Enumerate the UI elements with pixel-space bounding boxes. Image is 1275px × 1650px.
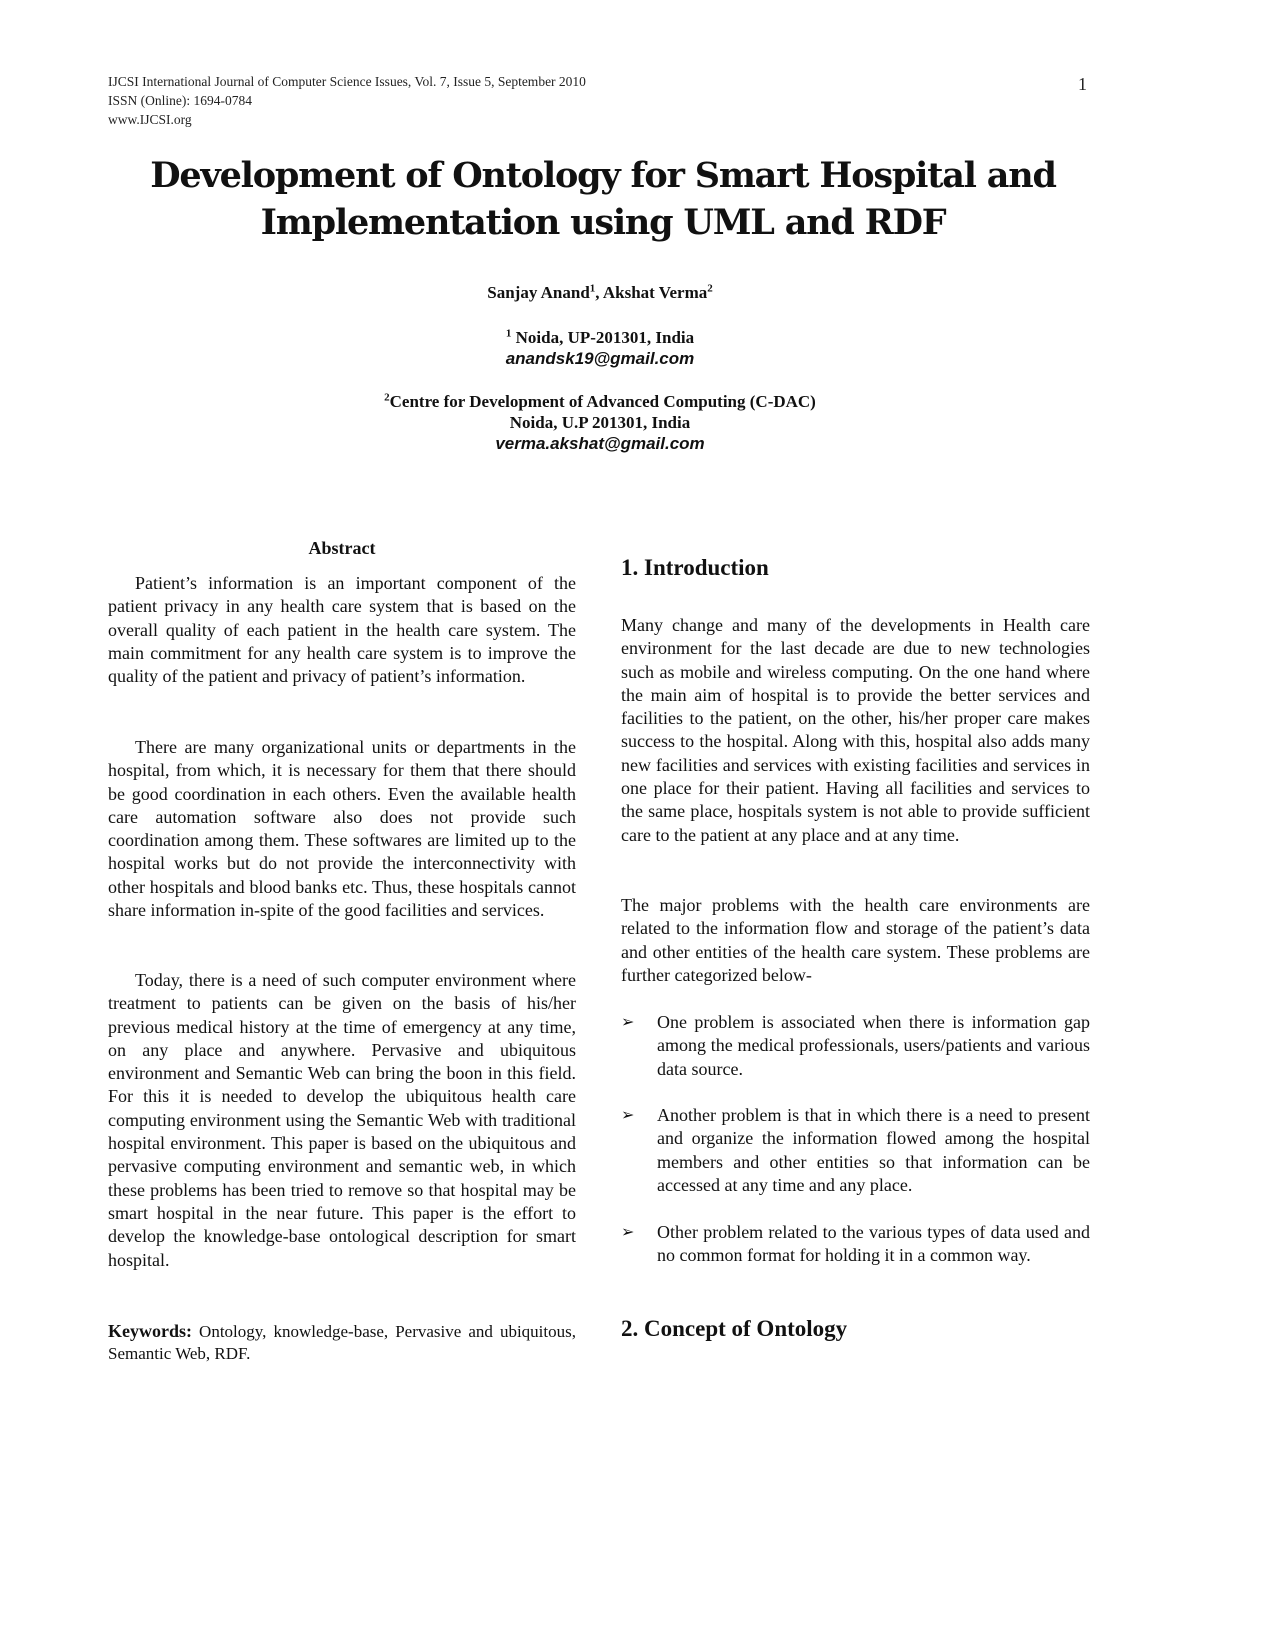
title-line-1: Development of Ontology for Smart Hospital and (150, 155, 1056, 196)
keywords-text: Ontology, knowledge-base, Pervasive and ubiquitous, Semantic Web, RDF. (108, 1322, 576, 1363)
journal-website: www.IJCSI.org (108, 112, 192, 127)
arrowhead-bullet-icon: ➢ (621, 1014, 635, 1031)
journal-name: IJCSI International Journal of Computer Science Issues, Vol. 7, Issue 5, September 2010 (108, 74, 586, 89)
affiliation-organization: Centre for Development of Advanced Computing (C-DAC) (389, 392, 816, 411)
abstract-paragraph: Patient’s information is an important component of the patient privacy in any health care system that is based on the overall quality of each patient in the health care system. The main commitment for any health care system is to improve the quality of the patient and privacy of patient’s information. (108, 573, 576, 687)
author-affiliation-mark: 1 (589, 282, 596, 295)
page-number: 1 (1078, 74, 1087, 94)
affiliation-1 (0, 327, 1200, 369)
paper-title (0, 152, 1206, 246)
problem-list (621, 1011, 1090, 1081)
abstract-heading: Abstract (308, 538, 376, 558)
list-item-text: One problem is associated when there is information gap among the medical professionals, users/patients and various data source. (657, 1012, 1090, 1079)
title-line-2: Implementation using UML and RDF (260, 202, 946, 243)
abstract-paragraph: There are many organizational units or departments in the hospital, from which, it is necessary for them that there should be good coordination in each others. Even the available health care automation software also does not provide such coordination among them. These softwares are limited up to the hospital works but do not provide the interconnectivity with other hospitals and blood banks etc. Thus, these hospitals cannot share information in-spite of the good facilities and services. (108, 737, 576, 921)
abstract-paragraph: Today, there is a need of such computer environment where treatment to patients can be given on the basis of his/her previous medical history at the time of emergency at any time, on any place and anywhere. Pervasive and ubiquitous environment and Semantic Web can bring the boon in this field. For this it is needed to develop the ubiquitous health care computing environment using the Semantic Web with traditional hospital environment. This paper is based on the ubiquitous and pervasive computing environment and semantic web, in which these problems has been tried to remove so that hospital may be smart hospital in the near future. This paper is the effort to develop the knowledge-base ontological description for smart hospital. (108, 970, 576, 1270)
arrowhead-bullet-icon: ➢ (621, 1224, 635, 1241)
author-name: Sanjay Anand (487, 283, 590, 302)
author-separator: , (595, 283, 603, 302)
list-item (621, 1011, 1090, 1081)
keywords-label: Keywords: (108, 1321, 192, 1341)
author-list (0, 283, 1200, 303)
affiliation-location: Noida, UP-201301, India (511, 328, 695, 347)
arrowhead-bullet-icon: ➢ (621, 1107, 635, 1124)
affiliation-2 (0, 391, 1200, 454)
list-item-text: Another problem is that in which there is a need to present and organize the information flowed among the hospital members and other entities so that information can be accessed at any time and any place. (657, 1105, 1090, 1195)
running-header (108, 72, 586, 129)
affiliation-mark: 2 (384, 391, 390, 404)
list-item (621, 1221, 1090, 1268)
problem-list (621, 1221, 1090, 1268)
affiliation-location: Noida, U.P 201301, India (509, 413, 691, 432)
author-affiliation-mark: 2 (707, 282, 713, 295)
affiliation-mark: 1 (505, 327, 512, 340)
keywords (108, 1320, 576, 1365)
section-heading-introduction: 1. Introduction (621, 555, 769, 580)
author-name: Akshat Verma (602, 283, 708, 302)
section-heading-concept-of-ontology: 2. Concept of Ontology (621, 1316, 848, 1341)
author-email: verma.akshat@gmail.com (495, 434, 705, 453)
introduction-paragraph: Many change and many of the developments in Health care environment for the last decade are due to new technologies such as mobile and wireless computing. On the one hand where the main aim of hospital is to provide the better services and facilities to the patient, on the other, his/her proper care makes success to the hospital. Along with this, hospital also adds many new facilities and services with existing facilities and services in one place for their patient. Having all facilities and services to the same place, hospitals system is not able to provide sufficient care to the patient at any place and at any time. (621, 615, 1090, 845)
list-item-text: Other problem related to the various types of data used and no common format for holding it in a common way. (657, 1222, 1090, 1266)
introduction-paragraph: The major problems with the health care environments are related to the information flow and storage of the patient’s data and other entities of the health care system. These problems are further categorized below- (621, 895, 1090, 985)
issn: ISSN (Online): 1694-0784 (108, 93, 252, 108)
problem-list (621, 1104, 1090, 1197)
author-email: anandsk19@gmail.com (505, 349, 695, 368)
list-item (621, 1104, 1090, 1197)
